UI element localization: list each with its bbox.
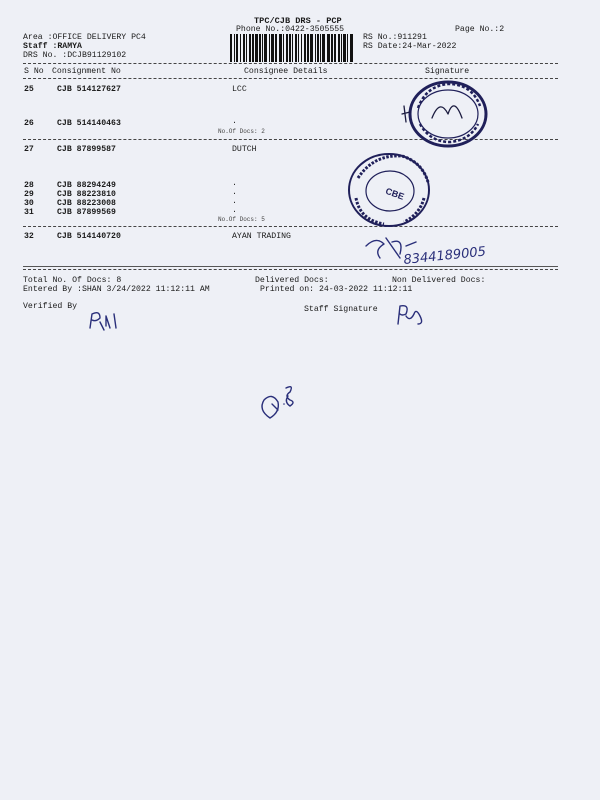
group-doc-count: No.Of Docs: 5 <box>218 216 265 223</box>
dutch-plan-stamp <box>344 148 434 228</box>
row-consignment: CJB 514127627 <box>57 85 121 94</box>
row-consignment: CJB 88294249 <box>57 181 116 190</box>
header-rule-top <box>23 63 558 64</box>
row-consignee: . <box>232 117 237 126</box>
col-signature: Signature <box>425 67 470 76</box>
total-docs: Total No. Of Docs: 8 <box>23 276 122 285</box>
area-label: Area :OFFICE DELIVERY PC4 <box>23 33 146 42</box>
col-consignee: Consignee Details <box>244 67 328 76</box>
row-sno: 29 <box>24 190 34 199</box>
row-consignment: CJB 87899569 <box>57 208 116 217</box>
handwritten-page-mark <box>256 380 306 422</box>
row-consignment: CJB 88223008 <box>57 199 116 208</box>
svg-text:CBE: CBE <box>384 185 406 202</box>
phone-note: 8344189005 <box>402 244 487 268</box>
row-consignee: . <box>232 188 237 197</box>
row-consignment: CJB 88223810 <box>57 190 116 199</box>
printed-on: Printed on: 24-03-2022 11:12:11 <box>260 285 413 294</box>
row-consignment: CJB 87899587 <box>57 145 116 154</box>
row-sno: 25 <box>24 85 34 94</box>
row-consignee: . <box>232 197 237 206</box>
row-consignee: DUTCH <box>232 145 257 154</box>
verifier-signature <box>86 308 126 334</box>
delivered-docs: Delivered Docs: <box>255 276 329 285</box>
staff-signature <box>394 302 430 328</box>
row-consignee: . <box>232 179 237 188</box>
row-sno: 32 <box>24 232 34 241</box>
row-sno: 30 <box>24 199 34 208</box>
handwritten-signature-phone <box>360 232 525 268</box>
row-sno: 26 <box>24 119 34 128</box>
staff-label: Staff :RAMYA <box>23 42 82 51</box>
staff-signature-label: Staff Signature <box>304 305 378 314</box>
table-end-rule-dashed <box>23 269 558 270</box>
row-sno: 27 <box>24 145 34 154</box>
page-number: Page No.:2 <box>455 25 505 34</box>
col-consignment: Consignment No <box>52 67 121 76</box>
group-doc-count: No.Of Docs: 2 <box>218 128 265 135</box>
rs-date: RS Date:24-Mar-2022 <box>363 42 457 51</box>
company-seal-stamp <box>396 78 498 150</box>
entered-by: Entered By :SHAN 3/24/2022 11:12:11 AM <box>23 285 210 294</box>
drs-number: DRS No. :DCJB91129102 <box>23 51 127 60</box>
row-sno: 28 <box>24 181 34 190</box>
row-consignment: CJB 514140463 <box>57 119 121 128</box>
row-sno: 31 <box>24 208 34 217</box>
col-sno: S No <box>24 67 44 76</box>
row-consignee: . <box>232 206 237 215</box>
phone-number: Phone No.:0422-3505555 <box>236 25 345 34</box>
barcode-image <box>230 34 354 64</box>
row-consignee: AYAN TRADING <box>232 232 291 241</box>
verified-by-label: Verified By <box>23 302 78 311</box>
rs-number: RS No.:911291 <box>363 33 427 42</box>
non-delivered-docs: Non Delivered Docs: <box>392 276 486 285</box>
group-rule <box>23 226 558 227</box>
row-consignment: CJB 514140720 <box>57 232 121 241</box>
report-title: TPC/CJB DRS - PCP <box>254 16 342 26</box>
row-consignee: LCC <box>232 85 247 94</box>
